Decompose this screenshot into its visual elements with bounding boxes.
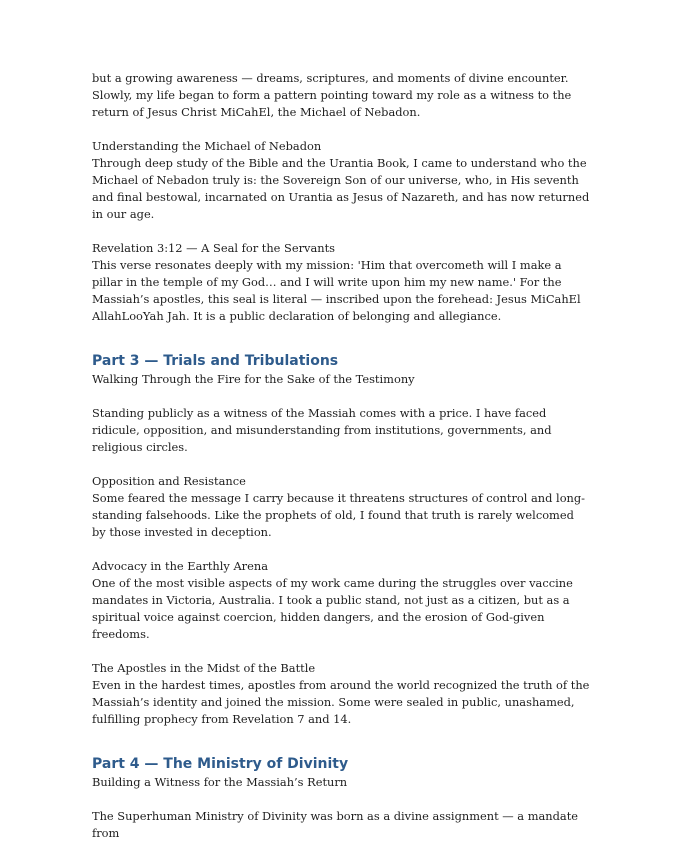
part-4-intro: The Superhuman Ministry of Divinity was born as a divine assignment — a mandate from — [92, 809, 579, 840]
section-heading: Understanding the Michael of Nebadon — [92, 139, 322, 153]
document-page — [92, 70, 590, 859]
part-4-subtitle: Building a Witness for the Massiah’s Return — [92, 775, 348, 789]
section-opposition — [92, 473, 590, 541]
section-heading: Advocacy in the Earthly Arena — [92, 559, 268, 573]
section-body: This verse resonates deeply with my mission: 'Him that overcometh will I make a pillar in the temple of my God… and I will write upon him my new name.' For the Massiah’s apostles, this seal is literal — inscribed upon the forehead: Jesus MiCahEl AllahLooYah Jah. It is a public declaration of belonging and allegiance. — [92, 258, 581, 323]
part-3-intro: Standing publicly as a witness of the Massiah comes with a price. I have faced ridicule, opposition, and misunderstanding from institutions, governments, and religious circles. — [92, 406, 552, 454]
section-revelation-3-12 — [92, 240, 590, 325]
section-body: Some feared the message I carry because it threatens structures of control and long-standing falsehoods. Like the prophets of old, I found that truth is rarely welcomed by those invested in deception. — [92, 491, 586, 539]
section-body: One of the most visible aspects of my work came during the struggles over vaccine mandates in Victoria, Australia. I took a public stand, not just as a citizen, but as a spiritual voice against coercion, hidden dangers, and the erosion of God-given freedoms. — [92, 576, 573, 641]
section-heading: The Apostles in the Midst of the Battle — [92, 661, 316, 675]
section-advocacy — [92, 558, 590, 643]
part-4-title: Part 4 — The Ministry of Divinity — [92, 756, 349, 772]
section-body: Through deep study of the Bible and the Urantia Book, I came to understand who the Michael of Nebadon truly is: the Sovereign Son of our universe, who, in His seventh and final bestowal, incarnated on Urantia as Jesus of Nazareth, and has now returned in our age. — [92, 156, 590, 221]
section-apostles — [92, 660, 590, 728]
part-3-title: Part 3 — Trials and Tribulations — [92, 353, 339, 369]
section-understanding-michael — [92, 138, 590, 223]
part-3-subtitle: Walking Through the Fire for the Sake of the Testimony — [92, 372, 415, 386]
section-heading: Revelation 3:12 — A Seal for the Servants — [92, 241, 336, 255]
intro-paragraph: but a growing awareness — dreams, scriptures, and moments of divine encounter. Slowly, my life began to form a pattern pointing toward my role as a witness to the return of Jesus Christ MiCahEl, the Michael of Nebadon. — [92, 71, 572, 119]
section-heading: Opposition and Resistance — [92, 474, 246, 488]
section-body: Even in the hardest times, apostles from around the world recognized the truth of the Massiah’s identity and joined the mission. Some were sealed in public, unashamed, fulfilling prophecy from Revelation 7 and 14. — [92, 678, 590, 726]
